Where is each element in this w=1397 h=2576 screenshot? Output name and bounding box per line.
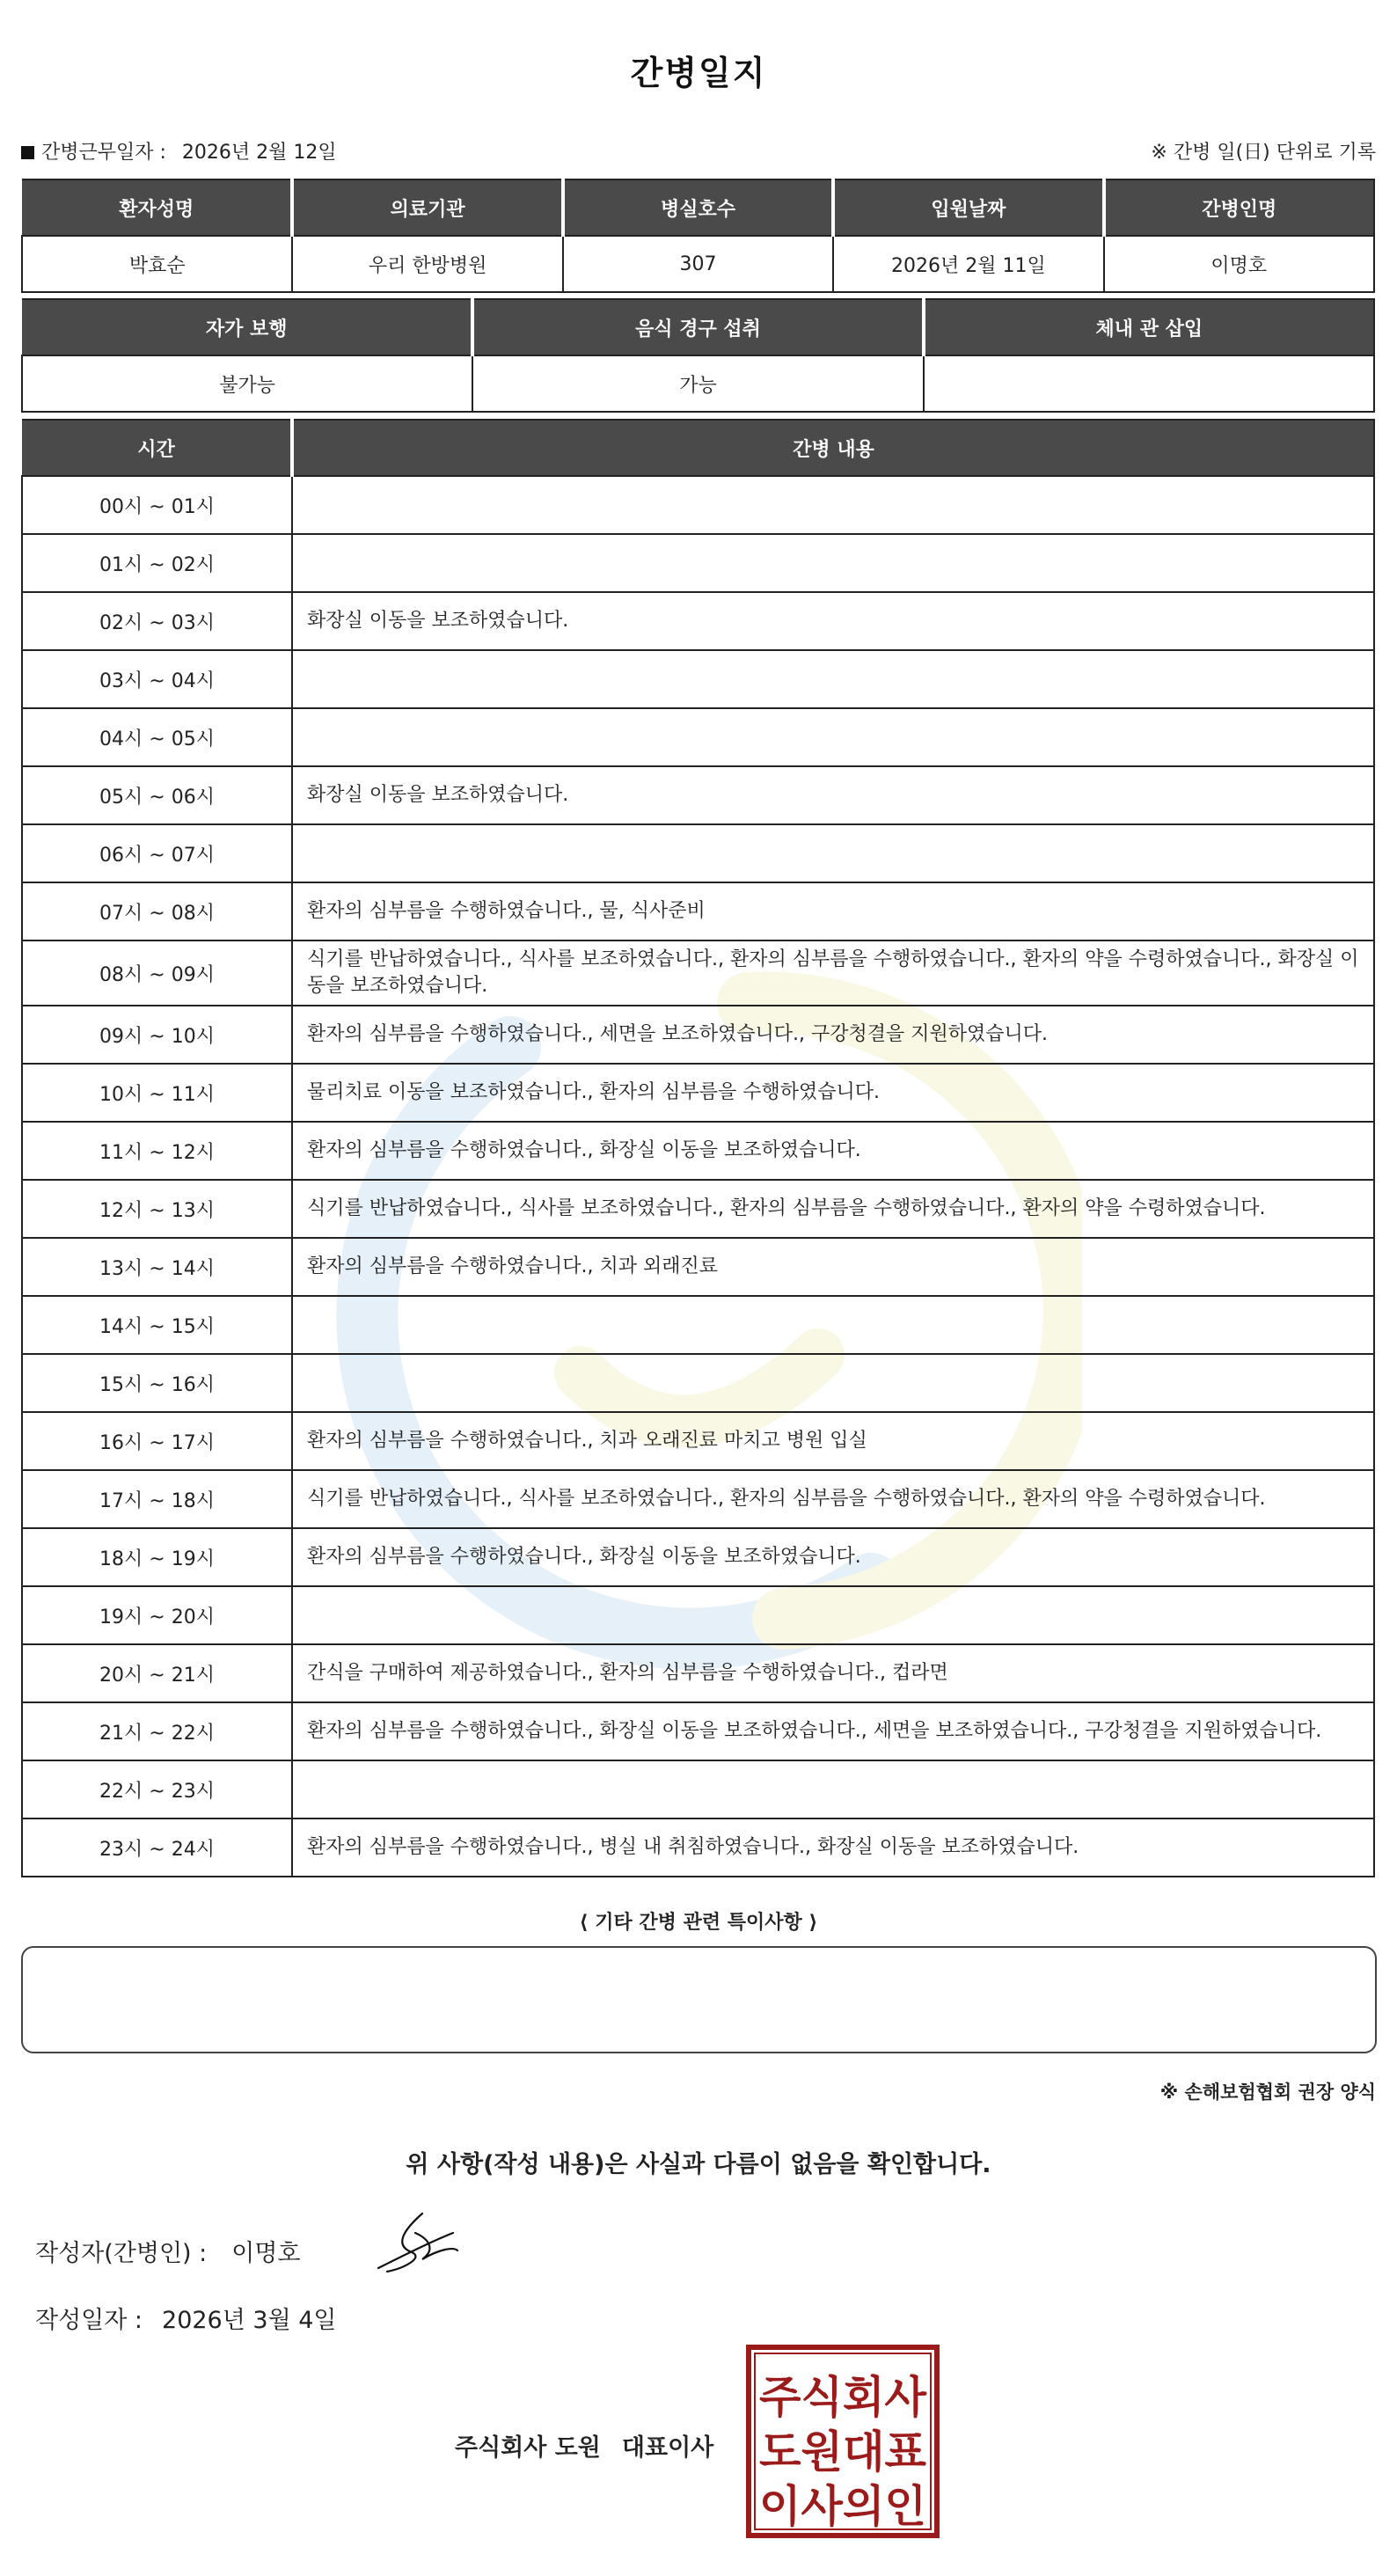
company-role: 대표이사 <box>621 2434 714 2462</box>
log-time-cell: 22시 ~ 23시 <box>22 1760 292 1819</box>
table-row <box>22 766 1374 824</box>
hospital-name: 우리 한방병원 <box>292 236 562 292</box>
table-row <box>22 824 1374 882</box>
table-row <box>22 708 1374 766</box>
log-time-cell: 03시 ~ 04시 <box>22 650 292 708</box>
log-time-cell: 11시 ~ 12시 <box>22 1122 292 1180</box>
table-row <box>22 1064 1374 1122</box>
log-content-cell <box>292 824 1374 882</box>
patient-name: 박효순 <box>22 236 292 292</box>
header-tube-insertion: 체내 관 삽입 <box>924 299 1374 355</box>
header-time: 시간 <box>22 420 292 476</box>
log-time-cell: 09시 ~ 10시 <box>22 1006 292 1064</box>
header-room: 병실호수 <box>563 179 833 236</box>
written-date-label: 작성일자 : <box>35 2307 143 2334</box>
work-date-label: 간병근무일자 : <box>41 142 166 164</box>
log-content-cell <box>292 650 1374 708</box>
log-time-cell: 16시 ~ 17시 <box>22 1412 292 1470</box>
table-row <box>22 1644 1374 1702</box>
header-self-walking: 자가 보행 <box>22 299 472 355</box>
log-content-cell: 식기를 반납하였습니다., 식사를 보조하였습니다., 환자의 심부름을 수행하였습니다., 환자의 약을 수령하였습니다. <box>292 1180 1374 1238</box>
log-time-cell: 13시 ~ 14시 <box>22 1238 292 1296</box>
table-row <box>22 1296 1374 1354</box>
written-date-line <box>35 2301 337 2335</box>
log-time-cell: 00시 ~ 01시 <box>22 476 292 534</box>
table-row <box>22 1180 1374 1238</box>
log-content-cell <box>292 476 1374 534</box>
table-row <box>22 1006 1374 1064</box>
written-date-value: 2026년 3월 4일 <box>162 2307 337 2334</box>
seal-text-line: 도원대표 <box>759 2426 927 2477</box>
log-time-cell: 18시 ~ 19시 <box>22 1528 292 1586</box>
page-title: 간병일지 <box>630 54 767 92</box>
company-line <box>455 2428 713 2463</box>
record-unit-note: ※ 간병 일(日) 단위로 기록 <box>1151 142 1376 164</box>
table-row <box>22 592 1374 650</box>
header-oral-intake: 음식 경구 섭취 <box>472 299 923 355</box>
header-admission-date: 입원날짜 <box>833 179 1103 236</box>
log-content-cell <box>292 1296 1374 1354</box>
table-row <box>22 650 1374 708</box>
log-content-cell: 화장실 이동을 보조하였습니다. <box>292 592 1374 650</box>
log-content-cell: 식기를 반납하였습니다., 식사를 보조하였습니다., 환자의 심부름을 수행하였습니다., 환자의 약을 수령하였습니다. <box>292 1470 1374 1528</box>
header-care-content: 간병 내용 <box>292 420 1374 476</box>
remarks-title: ⟨ 기타 간병 관련 특이사항 ⟩ <box>579 1912 818 1934</box>
log-content-cell: 환자의 심부름을 수행하였습니다., 치과 오래진료 마치고 병원 입실 <box>292 1412 1374 1470</box>
log-content-cell: 환자의 심부름을 수행하였습니다., 화장실 이동을 보조하였습니다. <box>292 1122 1374 1180</box>
log-time-cell: 20시 ~ 21시 <box>22 1644 292 1702</box>
recommendation-note: ※ 손해보험협회 권장 양식 <box>1159 2082 1376 2103</box>
log-content-cell: 환자의 심부름을 수행하였습니다., 화장실 이동을 보조하였습니다. <box>292 1528 1374 1586</box>
log-content-cell: 물리치료 이동을 보조하였습니다., 환자의 심부름을 수행하였습니다. <box>292 1064 1374 1122</box>
seal-text-line: 이사의인 <box>759 2481 926 2532</box>
room-number: 307 <box>563 236 833 292</box>
patient-status-table <box>21 298 1375 413</box>
work-date-line <box>21 137 337 165</box>
patient-info-table <box>21 179 1375 293</box>
table-row <box>22 1122 1374 1180</box>
log-content-cell: 환자의 심부름을 수행하였습니다., 병실 내 취침하였습니다., 화장실 이동을 보조하였습니다. <box>292 1819 1374 1877</box>
seal-text-line: 주식회사 <box>759 2372 927 2423</box>
table-row <box>22 1412 1374 1470</box>
writer-label: 작성자(간병인) : <box>35 2240 208 2267</box>
log-time-cell: 14시 ~ 15시 <box>22 1296 292 1354</box>
log-time-cell: 04시 ~ 05시 <box>22 708 292 766</box>
log-time-cell: 10시 ~ 11시 <box>22 1064 292 1122</box>
log-content-cell: 환자의 심부름을 수행하였습니다., 물, 식사준비 <box>292 882 1374 940</box>
log-content-cell: 화장실 이동을 보조하였습니다. <box>292 766 1374 824</box>
table-row <box>22 1470 1374 1528</box>
table-row <box>22 882 1374 940</box>
writer-line <box>35 2234 301 2268</box>
table-row <box>22 1238 1374 1296</box>
table-row <box>22 476 1374 534</box>
remarks-box <box>21 1946 1377 2053</box>
caregiver-name: 이명호 <box>1104 236 1374 292</box>
log-time-cell: 19시 ~ 20시 <box>22 1586 292 1644</box>
writer-name: 이명호 <box>231 2240 301 2267</box>
admission-date: 2026년 2월 11일 <box>833 236 1103 292</box>
log-content-cell <box>292 708 1374 766</box>
log-content-cell <box>292 1586 1374 1644</box>
header-patient-name: 환자성명 <box>22 179 292 236</box>
log-content-cell <box>292 1354 1374 1412</box>
table-row <box>22 1702 1374 1760</box>
log-content-cell: 간식을 구매하여 제공하였습니다., 환자의 심부름을 수행하였습니다., 컵라면 <box>292 1644 1374 1702</box>
log-content-cell: 환자의 심부름을 수행하였습니다., 세면을 보조하였습니다., 구강청결을 지원하였습니다. <box>292 1006 1374 1064</box>
log-time-cell: 06시 ~ 07시 <box>22 824 292 882</box>
table-row <box>22 1586 1374 1644</box>
log-time-cell: 15시 ~ 16시 <box>22 1354 292 1412</box>
log-content-cell <box>292 1760 1374 1819</box>
table-row <box>22 1354 1374 1412</box>
log-content-cell: 식기를 반납하였습니다., 식사를 보조하였습니다., 환자의 심부름을 수행하였습니다., 환자의 약을 수령하였습니다., 화장실 이동을 보조하였습니다. <box>292 940 1374 1006</box>
log-time-cell: 02시 ~ 03시 <box>22 592 292 650</box>
oral-intake-value: 가능 <box>472 355 923 412</box>
confirmation-statement: 위 사항(작성 내용)은 사실과 다름이 없음을 확인합니다. <box>406 2151 991 2178</box>
work-date-value: 2026년 2월 12일 <box>181 142 337 164</box>
table-row <box>22 534 1374 592</box>
log-time-cell: 07시 ~ 08시 <box>22 882 292 940</box>
self-walking-value: 불가능 <box>22 355 472 412</box>
tube-insertion-value <box>924 355 1374 412</box>
table-row <box>22 1528 1374 1586</box>
log-time-cell: 01시 ~ 02시 <box>22 534 292 592</box>
header-hospital: 의료기관 <box>292 179 562 236</box>
log-time-cell: 05시 ~ 06시 <box>22 766 292 824</box>
log-time-cell: 23시 ~ 24시 <box>22 1819 292 1877</box>
care-log-body <box>22 476 1374 1877</box>
log-content-cell: 환자의 심부름을 수행하였습니다., 치과 외래진료 <box>292 1238 1374 1296</box>
log-time-cell: 17시 ~ 18시 <box>22 1470 292 1528</box>
company-name: 주식회사 도원 <box>455 2434 601 2462</box>
company-seal-icon <box>745 2344 940 2539</box>
square-bullet-icon <box>21 146 34 159</box>
log-time-cell: 12시 ~ 13시 <box>22 1180 292 1238</box>
log-time-cell: 08시 ~ 09시 <box>22 940 292 1006</box>
log-content-cell: 환자의 심부름을 수행하였습니다., 화장실 이동을 보조하였습니다., 세면을 보조하였습니다., 구강청결을 지원하였습니다. <box>292 1702 1374 1760</box>
header-caregiver-name: 간병인명 <box>1104 179 1374 236</box>
log-content-cell <box>292 534 1374 592</box>
table-row <box>22 1760 1374 1819</box>
table-row <box>22 1819 1374 1877</box>
signature-icon <box>369 2206 466 2277</box>
care-log-table <box>21 419 1375 1877</box>
table-row <box>22 940 1374 1006</box>
log-time-cell: 21시 ~ 22시 <box>22 1702 292 1760</box>
